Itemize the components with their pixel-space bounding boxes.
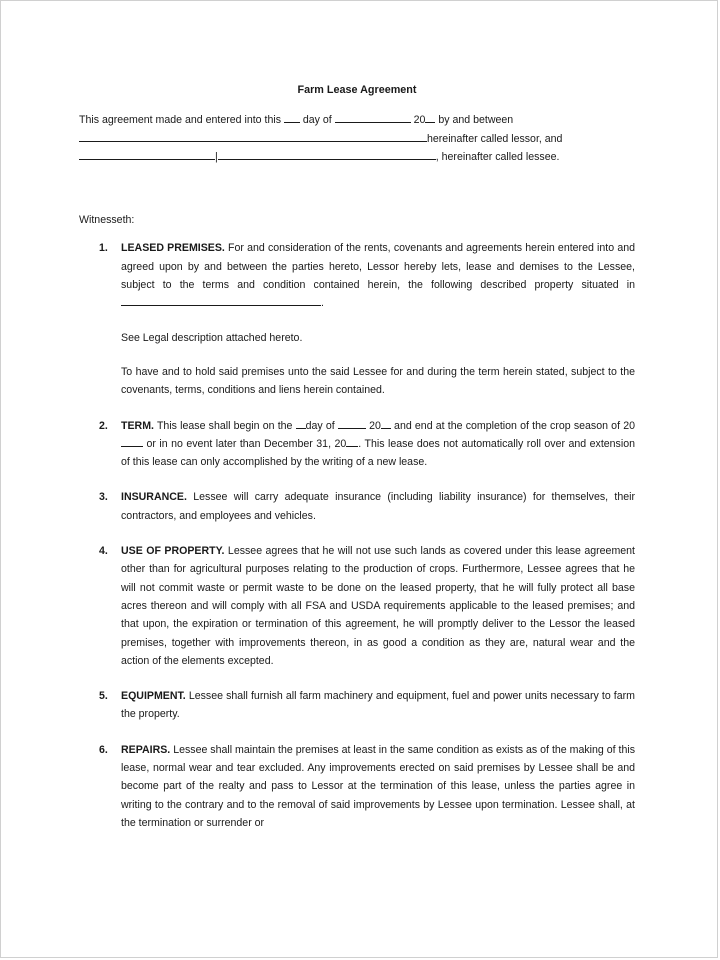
clause-heading: TERM. <box>121 419 154 432</box>
intro-line-2 <box>79 130 635 148</box>
intro-text: 20 <box>410 114 426 127</box>
clause-equipment <box>79 687 635 724</box>
day-blank[interactable] <box>284 111 300 123</box>
clause-text <box>121 417 635 472</box>
lessee-name-blank-1[interactable] <box>79 148 215 160</box>
intro-text: This agreement made and entered into this <box>79 114 284 127</box>
start-month-blank[interactable] <box>338 417 366 429</box>
clause-body: 20 <box>365 419 381 432</box>
intro-text: hereinafter called lessor, and <box>427 132 563 145</box>
intro-text: day of <box>299 114 335 127</box>
lessor-name-blank[interactable] <box>79 130 427 142</box>
clause-text <box>121 687 635 724</box>
document-title: Farm Lease Agreement <box>297 84 417 96</box>
clause-heading: LEASED PREMISES. <box>121 242 225 255</box>
clause-number: 4. <box>99 545 108 558</box>
clause-leased-premises <box>79 239 635 399</box>
clause-heading: REPAIRS. <box>121 743 171 756</box>
clause-body: day of <box>305 419 338 432</box>
clause-number: 2. <box>99 419 108 432</box>
habendum-text: To have and to hold said premises unto the said Lessee for and during the term herein stated, subject to the covenants, terms, conditions and liens herein contained. <box>121 365 635 397</box>
clause-list <box>79 239 635 832</box>
clause-insurance <box>79 488 635 525</box>
intro-text: , hereinafter called lessee. <box>435 150 560 163</box>
clause-heading: EQUIPMENT. <box>121 690 186 703</box>
clause-text <box>121 488 635 525</box>
clause-text <box>121 542 635 670</box>
clause-number: 3. <box>99 491 108 504</box>
separator-mark: | <box>215 150 218 163</box>
clause-body: and end at the completion of the crop season of 20 <box>390 419 635 432</box>
document-body <box>79 81 635 849</box>
clause-body: Lessee shall maintain the premises at least in the same condition as exists as of the making of this lease, normal wear and tear excluded. Any improvements erected on said premises by Lessee shall be and become part of the realty and pass to Lessor at the termination of this lease, unless the parties agree in writing to the contrary and to the removal of said improvements by Lessee upon termination. Lessee shall, at the termination or surrender or <box>121 743 635 829</box>
intro-text: by and between <box>435 114 514 127</box>
clause-body: or in no event later than December 31, 20 <box>143 437 347 450</box>
clause-heading: USE OF PROPERTY. <box>121 545 225 558</box>
clause-text <box>121 741 635 832</box>
clause-body: Lessee shall furnish all farm machinery and equipment, fuel and power units necessary to farm the property. <box>121 690 635 721</box>
clause-term <box>79 417 635 472</box>
clause-body: . This lease does not automatically roll over and extension of this lease can only accomplished by the writing of a new lease. <box>121 437 635 469</box>
legal-description-note: See Legal description attached hereto. <box>121 331 303 344</box>
start-year-blank[interactable] <box>381 417 391 429</box>
start-day-blank[interactable] <box>296 417 306 429</box>
lessee-name-blank-2[interactable] <box>218 148 436 160</box>
clause-use-of-property <box>79 542 635 670</box>
month-blank[interactable] <box>335 111 411 123</box>
clause-body: For and consideration of the rents, covenants and agreements herein entered into and agreed upon by and between the parties hereto, Lessor hereby lets, lease and demises to the Lessee, subject to the terms and condition contained herein, the following described property situated in <box>121 242 635 292</box>
clause-body: Lessee agrees that he will not use such lands as covered under this lease agreement other than for agricultural purposes relating to the production of crops. Furthermore, Lessee agrees that he will not commit waste or permit waste to be done on the leased property, that he will fully protect all base acres thereon and will comply with all FSA and USDA requirements applicable to the leased premises; and that upon, the expiration or termination of this agreement, he will promptly deliver to the Lessor the leased premises, together with improvements thereon, in as good a condition as they are, natural wear and the action of the elements excepted. <box>121 545 635 667</box>
clause-number: 5. <box>99 690 108 703</box>
clause-body: This lease shall begin on the <box>153 419 296 432</box>
clause-repairs <box>79 741 635 832</box>
clause-text <box>121 239 635 312</box>
clause-number: 1. <box>99 242 108 255</box>
intro-line-3 <box>79 148 635 166</box>
witnesseth-label: Witnesseth: <box>79 214 135 227</box>
clause-body: . <box>321 297 324 310</box>
intro-block <box>79 111 635 166</box>
clause-body: Lessee will carry adequate insurance (including liability insurance) for themselves, their contractors, and employees and vehicles. <box>121 491 635 522</box>
clause-heading: INSURANCE. <box>121 491 187 504</box>
intro-line-1 <box>79 111 635 129</box>
property-location-blank[interactable] <box>121 294 321 306</box>
clause-number: 6. <box>99 743 108 756</box>
year-blank[interactable] <box>425 111 435 123</box>
crop-season-year-blank[interactable] <box>121 435 143 447</box>
end-year-blank[interactable] <box>346 435 358 447</box>
